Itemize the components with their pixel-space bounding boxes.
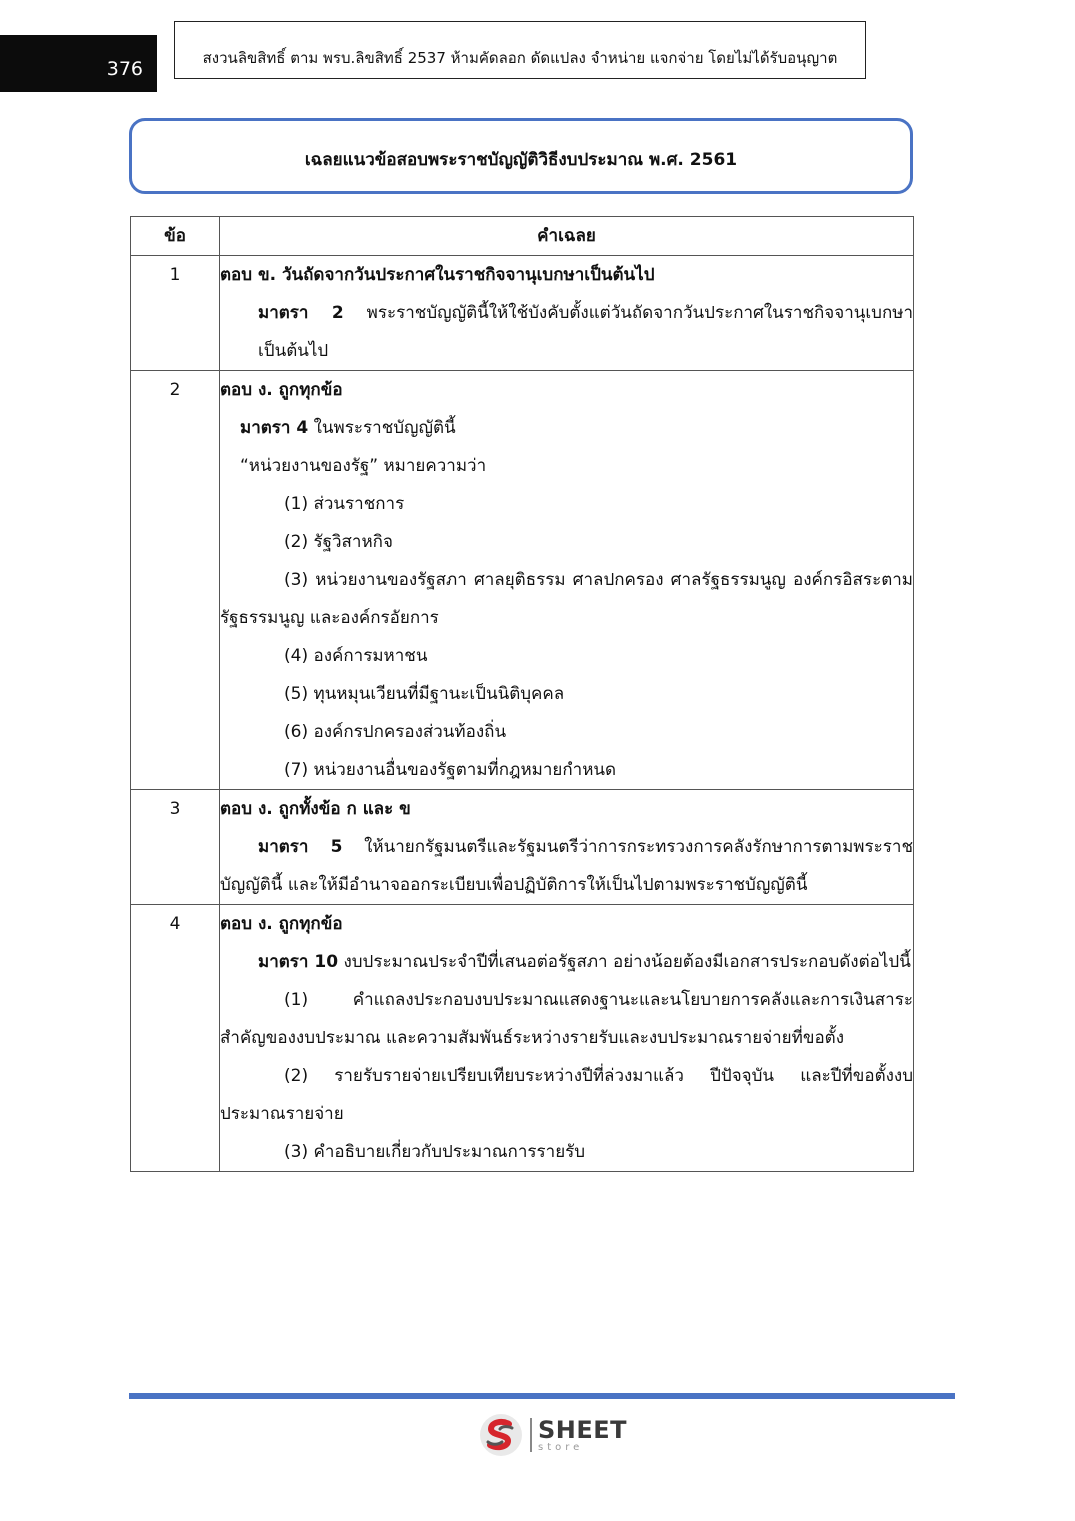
answer-choice: ตอบ ง. ถูกทั้งข้อ ก และ ข: [220, 799, 411, 819]
answer-cell: [220, 790, 914, 905]
copyright-notice: สงวนลิขสิทธิ์ ตาม พรบ.ลิขสิทธิ์ 2537 ห้ามคัดลอก ดัดแปลง จำหน่าย แจกจ่าย โดยไม่ได้รับอนุญาต: [174, 21, 866, 79]
list-item: (1) ส่วนราชการ: [284, 494, 405, 514]
section-text: [220, 828, 913, 904]
list-item: (7) หน่วยงานอื่นของรัฐตามที่กฎหมายกำหนด: [284, 760, 617, 780]
question-number: 1: [131, 256, 220, 371]
section-text: [220, 294, 913, 370]
footer-divider: [129, 1393, 955, 1399]
table-row: [131, 371, 914, 790]
answer-choice: ตอบ ง. ถูกทุกข้อ: [220, 380, 343, 400]
section-text: [220, 409, 913, 447]
logo-main-text: SHEET: [538, 1415, 628, 1444]
header-question-number: ข้อ: [131, 217, 220, 256]
sheet-store-s-logo-icon: [478, 1412, 524, 1458]
section-text: [220, 943, 913, 981]
answer-choice: ตอบ ข. วันถัดจากวันประกาศในราชกิจจานุเบกษาเป็นต้นไป: [220, 265, 655, 285]
list-item: (3) หน่วยงานของรัฐสภา ศาลยุติธรรม ศาลปกครอง ศาลรัฐธรรมนูญ องค์กรอิสระตามรัฐธรรมนูญ และองค์กรอัยการ: [220, 570, 913, 628]
answer-choice: ตอบ ง. ถูกทุกข้อ: [220, 914, 343, 934]
answer-cell: [220, 256, 914, 371]
section-label: มาตรา 4: [240, 418, 309, 438]
logo-sub-text: store: [538, 1441, 584, 1453]
table-header-row: [131, 217, 914, 256]
sheet-store-logo: [478, 1412, 627, 1458]
table-row: [131, 256, 914, 371]
section-intro: ในพระราชบัญญัตินี้: [313, 418, 456, 438]
list-item: (1) คำแถลงประกอบงบประมาณแสดงฐานะและนโยบายการคลังและการเงินสาระสำคัญของงบประมาณ และความสัมพันธ์ระหว่างรายรับและงบประมาณรายจ่ายที่ขอตั้ง: [220, 990, 913, 1048]
question-number: 4: [131, 905, 220, 1172]
table-row: [131, 790, 914, 905]
list-item: (2) รายรับรายจ่ายเปรียบเทียบระหว่างปีที่ล่วงมาแล้ว ปีปัจจุบัน และปีที่ขอตั้งงบประมาณรายจ่าย: [220, 1066, 913, 1124]
page-number: 376: [0, 35, 157, 92]
answer-cell: [220, 905, 914, 1172]
list-item: (2) รัฐวิสาหกิจ: [284, 532, 393, 552]
list-item: (3) คำอธิบายเกี่ยวกับประมาณการรายรับ: [284, 1142, 586, 1162]
header-answer: คำเฉลย: [220, 217, 914, 256]
section-label: มาตรา 10: [258, 952, 339, 972]
question-number: 3: [131, 790, 220, 905]
section-body: งบประมาณประจำปีที่เสนอต่อรัฐสภา อย่างน้อยต้องมีเอกสารประกอบดังต่อไปนี้: [343, 952, 911, 972]
list-item: (6) องค์กรปกครองส่วนท้องถิ่น: [284, 722, 507, 742]
answer-cell: [220, 371, 914, 790]
list-item: (4) องค์การมหาชน: [284, 646, 428, 666]
section-body: ให้นายกรัฐมนตรีและรัฐมนตรีว่าการกระทรวงการคลังรักษาการตามพระราชบัญญัตินี้ และให้มีอำนาจออกระเบียบเพื่อปฏิบัติการให้เป็นไปตามพระราชบัญญัตินี้: [220, 837, 913, 895]
logo-wordmark: [538, 1415, 628, 1453]
definition-text: “หน่วยงานของรัฐ” หมายความว่า: [240, 456, 487, 476]
list-item: (5) ทุนหมุนเวียนที่มีฐานะเป็นนิติบุคคล: [284, 684, 565, 704]
section-label: มาตรา 2: [258, 303, 344, 323]
section-label: มาตรา 5: [258, 837, 343, 857]
page-title: เฉลยแนวข้อสอบพระราชบัญญัติวิธีงบประมาณ พ.ศ. 2561: [129, 118, 913, 194]
question-number: 2: [131, 371, 220, 790]
answer-table: [130, 216, 914, 1172]
section-body: พระราชบัญญัตินี้ให้ใช้บังคับตั้งแต่วันถัดจากวันประกาศในราชกิจจานุเบกษา เป็นต้นไป: [258, 303, 914, 361]
table-row: [131, 905, 914, 1172]
logo-separator: [530, 1418, 532, 1452]
